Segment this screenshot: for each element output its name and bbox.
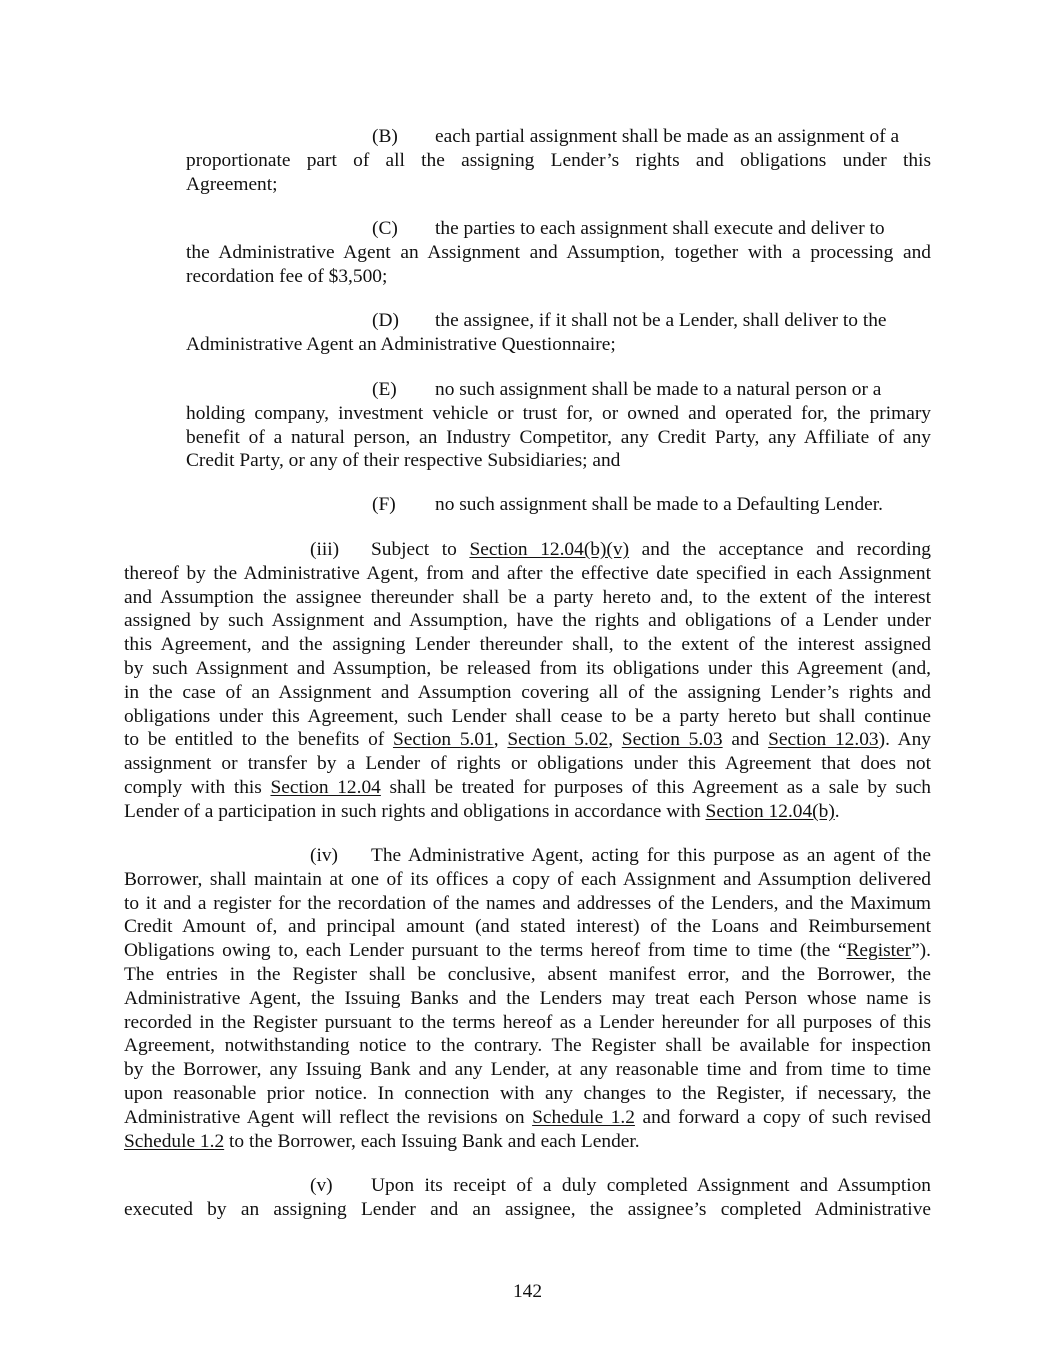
paragraph-iii-text-11b: shall be treated for purposes of this Agreement as a sale by such xyxy=(380,776,932,798)
paragraph-iv-line-5 xyxy=(124,939,931,963)
paragraph-b-line-2: proportionate part of all the assigning Lender’s rights and obligations under this xyxy=(186,149,931,171)
paragraph-c-line-1 xyxy=(186,217,931,241)
section-12-04-b-v-link[interactable]: Section 12.04(b)(v) xyxy=(469,539,630,560)
section-5-03-link[interactable]: Section 5.03 xyxy=(621,729,723,751)
paragraph-e xyxy=(186,378,931,473)
paragraph-f-label: (F) xyxy=(372,494,396,515)
paragraph-iv-text-5b: ”). xyxy=(911,940,931,962)
separator: , xyxy=(493,729,508,751)
paragraph-iii-line-11 xyxy=(124,776,931,800)
paragraph-d-line-1 xyxy=(186,309,931,333)
section-12-04-b-link[interactable]: Section 12.04(b) xyxy=(705,800,835,822)
paragraph-iii-text-12a: Lender of a participation in such rights and obligations in accordance with xyxy=(124,800,706,822)
paragraph-f-text-1: no such assignment shall be made to a Defaulting Lender. xyxy=(435,494,884,515)
paragraph-e-text-1: no such assignment shall be made to a natural person or a xyxy=(435,379,882,400)
paragraph-b-label: (B) xyxy=(372,126,398,147)
paragraph-iv-text-5a: Obligations owing to, each Lender pursuant to the terms hereof from time to time (the “ xyxy=(124,940,847,962)
paragraph-iii-line-1 xyxy=(124,538,931,562)
paragraph-iii xyxy=(124,538,931,824)
paragraph-iv-text-1: The Administrative Agent, acting for this purpose as an agent of the xyxy=(371,845,931,866)
paragraph-b-line-1 xyxy=(186,125,931,149)
paragraph-f xyxy=(186,493,931,517)
paragraph-iii-line-12 xyxy=(124,800,931,824)
section-12-04-link[interactable]: Section 12.04 xyxy=(270,776,381,798)
paragraph-f-line-1 xyxy=(186,493,931,517)
section-12-03-link[interactable]: Section 12.03 xyxy=(768,729,879,751)
paragraph-e-line-4: Credit Party, or any of their respective Subsidiaries; and xyxy=(186,450,621,472)
paragraph-iv-line-8: recorded in the Register pursuant to the terms hereof as a Lender hereunder for all purposes of this xyxy=(124,1011,931,1033)
paragraph-iii-line-3: and Assumption the assignee thereunder shall be a party hereto and, to the extent of the interest xyxy=(124,586,931,608)
schedule-1-2-link[interactable]: Schedule 1.2 xyxy=(532,1106,635,1128)
paragraph-iv-line-4: Credit Amount of, and principal amount (and stated interest) of the Loans and Reimbursement xyxy=(124,916,931,938)
paragraph-b-text-1: each partial assignment shall be made as an assignment of a xyxy=(435,126,900,147)
schedule-1-2-link-2[interactable]: Schedule 1.2 xyxy=(124,1130,225,1152)
paragraph-iv-line-9: Agreement, notwithstanding notice to the contrary. The Register shall be available for inspection xyxy=(124,1035,931,1057)
paragraph-iv-text-13b: to the Borrower, each Issuing Bank and each Lender. xyxy=(224,1130,640,1152)
paragraph-e-line-3: benefit of a natural person, an Industry Competitor, any Credit Party, any Affiliate of any xyxy=(186,426,931,448)
paragraph-v-text-1: Upon its receipt of a duly completed Assignment and Assumption xyxy=(371,1175,931,1196)
separator: and xyxy=(722,729,769,751)
paragraph-iv-label: (iv) xyxy=(310,845,338,866)
paragraph-c-text-1: the parties to each assignment shall execute and deliver to xyxy=(435,218,885,239)
paragraph-iv-text-12a: Administrative Agent will reflect the revisions on xyxy=(124,1106,533,1128)
paragraph-d xyxy=(186,309,931,357)
paragraph-e-line-1 xyxy=(186,378,931,402)
paragraph-iii-text-9b: ). Any xyxy=(878,729,931,751)
register-term: Register xyxy=(846,940,912,962)
paragraph-iii-text-11a: comply with this xyxy=(124,776,271,798)
paragraph-v-line-2: executed by an assigning Lender and an assignee, the assignee’s completed Administrative xyxy=(124,1198,931,1220)
paragraph-iii-text-12b: . xyxy=(834,800,840,822)
paragraph-d-text-1: the assignee, if it shall not be a Lender, shall deliver to the xyxy=(435,310,887,331)
paragraph-iii-line-4: assigned by such Assignment and Assumption, have the rights and obligations of a Lender under xyxy=(124,610,931,632)
paragraph-iv-line-1 xyxy=(124,844,931,868)
paragraph-b-line-3: Agreement; xyxy=(186,173,278,195)
section-5-02-link[interactable]: Section 5.02 xyxy=(507,729,609,751)
paragraph-d-line-2: Administrative Agent an Administrative Questionnaire; xyxy=(186,333,616,355)
paragraph-b xyxy=(186,125,931,196)
paragraph-iv-line-13 xyxy=(124,1130,931,1154)
paragraph-iii-line-6: by such Assignment and Assumption, be released from its obligations under this Agreement (and, xyxy=(124,657,931,679)
paragraph-iii-line-5: this Agreement, and the assigning Lender thereunder shall, to the extent of the interest assigned xyxy=(124,634,931,656)
paragraph-c-line-2: the Administrative Agent an Assignment and Assumption, together with a processing and xyxy=(186,241,931,263)
paragraph-c-line-3: recordation fee of $3,500; xyxy=(186,265,388,287)
paragraph-v xyxy=(124,1174,931,1222)
paragraph-iv-line-2: Borrower, shall maintain at one of its offices a copy of each Assignment and Assumption delivered xyxy=(124,868,931,890)
paragraph-v-label: (v) xyxy=(310,1175,333,1196)
separator: , xyxy=(608,729,622,751)
paragraph-e-label: (E) xyxy=(372,379,397,400)
paragraph-iii-text-1a: Subject to xyxy=(371,539,470,560)
paragraph-iii-text-9a: to be entitled to the benefits of xyxy=(124,729,393,751)
paragraph-iv-line-10: by the Borrower, any Issuing Bank and any Lender, at any reasonable time and from time to time xyxy=(124,1059,931,1081)
paragraph-iii-label: (iii) xyxy=(310,539,340,560)
section-5-01-link[interactable]: Section 5.01 xyxy=(392,729,494,751)
paragraph-iv-line-11: upon reasonable prior notice. In connection with any changes to the Register, if necessary, the xyxy=(124,1082,931,1104)
paragraph-iii-line-10: assignment or transfer by a Lender of rights or obligations under this Agreement that does not xyxy=(124,753,931,775)
page-number: 142 xyxy=(512,1281,543,1302)
paragraph-iv-line-7: Administrative Agent, the Issuing Banks and the Lenders may treat each Person whose name is xyxy=(124,987,931,1009)
paragraph-iii-line-8: obligations under this Agreement, such Lender shall cease to be a party hereto but shall continue xyxy=(124,705,931,727)
paragraph-iii-text-1b: and the acceptance and recording xyxy=(629,539,931,560)
paragraph-c-label: (C) xyxy=(372,218,398,239)
paragraph-iii-line-2: thereof by the Administrative Agent, from and after the effective date specified in each Assignment xyxy=(124,562,931,584)
paragraph-v-line-1 xyxy=(124,1174,931,1198)
paragraph-c xyxy=(186,217,931,288)
paragraph-iv-line-3: to it and a register for the recordation of the names and addresses of the Lenders, and the Maximum xyxy=(124,892,931,914)
paragraph-iv-line-12 xyxy=(124,1106,931,1130)
paragraph-e-line-2: holding company, investment vehicle or trust for, or owned and operated for, the primary xyxy=(186,402,931,424)
paragraph-iv xyxy=(124,844,931,1153)
paragraph-iii-line-9 xyxy=(124,728,931,752)
paragraph-iv-text-12b: and forward a copy of such revised xyxy=(634,1106,931,1128)
paragraph-iii-line-7: in the case of an Assignment and Assumption covering all of the assigning Lender’s rights and xyxy=(124,681,931,703)
paragraph-iv-line-6: The entries in the Register shall be conclusive, absent manifest error, and the Borrower, the xyxy=(124,963,931,985)
paragraph-d-label: (D) xyxy=(372,310,399,331)
